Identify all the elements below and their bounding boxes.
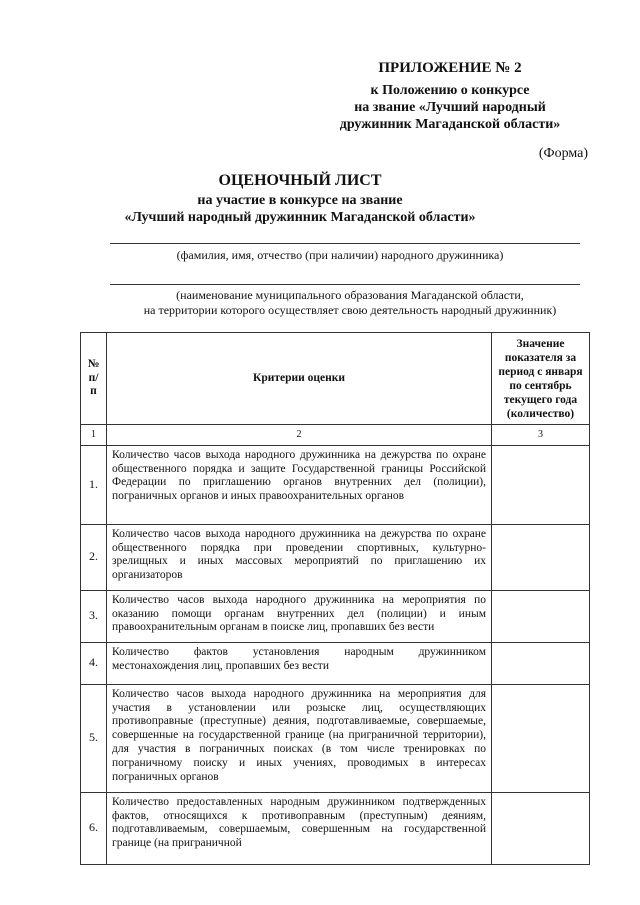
row-value-field[interactable] <box>492 590 590 642</box>
appendix-line-3: дружинник Магаданской области» <box>339 117 561 132</box>
header-criteria: Критерии оценки <box>107 333 492 425</box>
municipality-caption-line-1: (наименование муниципального образования Магаданской области, <box>176 288 524 302</box>
table-header-row <box>81 333 590 425</box>
row-value-field[interactable] <box>492 792 590 864</box>
table-index-row <box>81 425 590 446</box>
criteria-table <box>80 332 590 865</box>
table-row <box>81 684 590 792</box>
row-criterion: Количество часов выхода народного дружинника на мероприятия по оказанию помощи органам внутренних дел (полиции) и иным правоохранительным органам в поиске лиц, пропавших без вести <box>107 590 492 642</box>
appendix-block <box>300 60 600 133</box>
appendix-line-1: к Положению о конкурсе <box>370 83 530 98</box>
subtitle-line-1: на участие в конкурсе на звание <box>197 193 403 208</box>
subtitle-line-2: «Лучший народный дружинник Магаданской области» <box>124 210 476 225</box>
appendix-line-2: на звание «Лучший народный <box>354 100 546 115</box>
document-subtitle <box>60 192 540 226</box>
table-row <box>81 445 590 524</box>
row-number: 4. <box>81 642 107 684</box>
row-value-field[interactable] <box>492 642 590 684</box>
row-criterion: Количество часов выхода народного дружинника на дежурства по охране общественного порядка и защите Государственной границы Российской Федерации по приглашению органов внутренних дел (полиции), пограничных органов и иных правоохранительных органов <box>107 445 492 524</box>
form-label: (Форма) <box>538 146 588 161</box>
row-value-field[interactable] <box>492 524 590 590</box>
row-value-field[interactable] <box>492 684 590 792</box>
table-row <box>81 792 590 864</box>
municipality-fill-line <box>110 284 580 285</box>
document-title: ОЦЕНОЧНЫЙ ЛИСТ <box>218 172 382 189</box>
header-value: Значение показателя за период с января по сентябрь текущего года (количество) <box>492 333 590 425</box>
municipality-caption-line-2: на территории которого осуществляет свою деятельность народный дружинник) <box>143 303 557 317</box>
index-cell: 3 <box>492 425 590 446</box>
table-row <box>81 590 590 642</box>
row-number: 1. <box>81 445 107 524</box>
table-row <box>81 642 590 684</box>
row-number: 5. <box>81 684 107 792</box>
table-row <box>81 524 590 590</box>
municipality-caption <box>90 288 610 318</box>
header-num: № п/п <box>81 333 107 425</box>
row-criterion: Количество фактов установления народным дружинником местонахождения лиц, пропавших без вести <box>107 642 492 684</box>
appendix-title: ПРИЛОЖЕНИЕ № 2 <box>378 60 522 76</box>
row-number: 2. <box>81 524 107 590</box>
name-caption: (фамилия, имя, отчество (при наличии) народного дружинника) <box>176 248 504 262</box>
index-cell: 1 <box>81 425 107 446</box>
row-number: 3. <box>81 590 107 642</box>
row-number: 6. <box>81 792 107 864</box>
index-cell: 2 <box>107 425 492 446</box>
row-value-field[interactable] <box>492 445 590 524</box>
row-criterion: Количество часов выхода народного дружинника на мероприятия для участия в установлении или розыске лиц, осуществляющих противоправные (преступные) деяния, подготавливаемые, совершаемые, совершенные на государственной границе (на приграничной территории), для участия в пограничных поисках (в том числе тренировках по пограничному поиску и иных учениях, проводимых в интересах пограничных органов <box>107 684 492 792</box>
row-criterion: Количество часов выхода народного дружинника на дежурства по охране общественного порядка при проведении спортивных, культурно-зрелищных и иных массовых мероприятий по приглашению их организаторов <box>107 524 492 590</box>
row-criterion: Количество предоставленных народным дружинником подтвержденных фактов, относящихся к противоправным (преступным) деяниям, подготавливаемым, совершаемым, совершенным на государственной границе (на приграничной <box>107 792 492 864</box>
name-fill-line <box>110 243 580 244</box>
